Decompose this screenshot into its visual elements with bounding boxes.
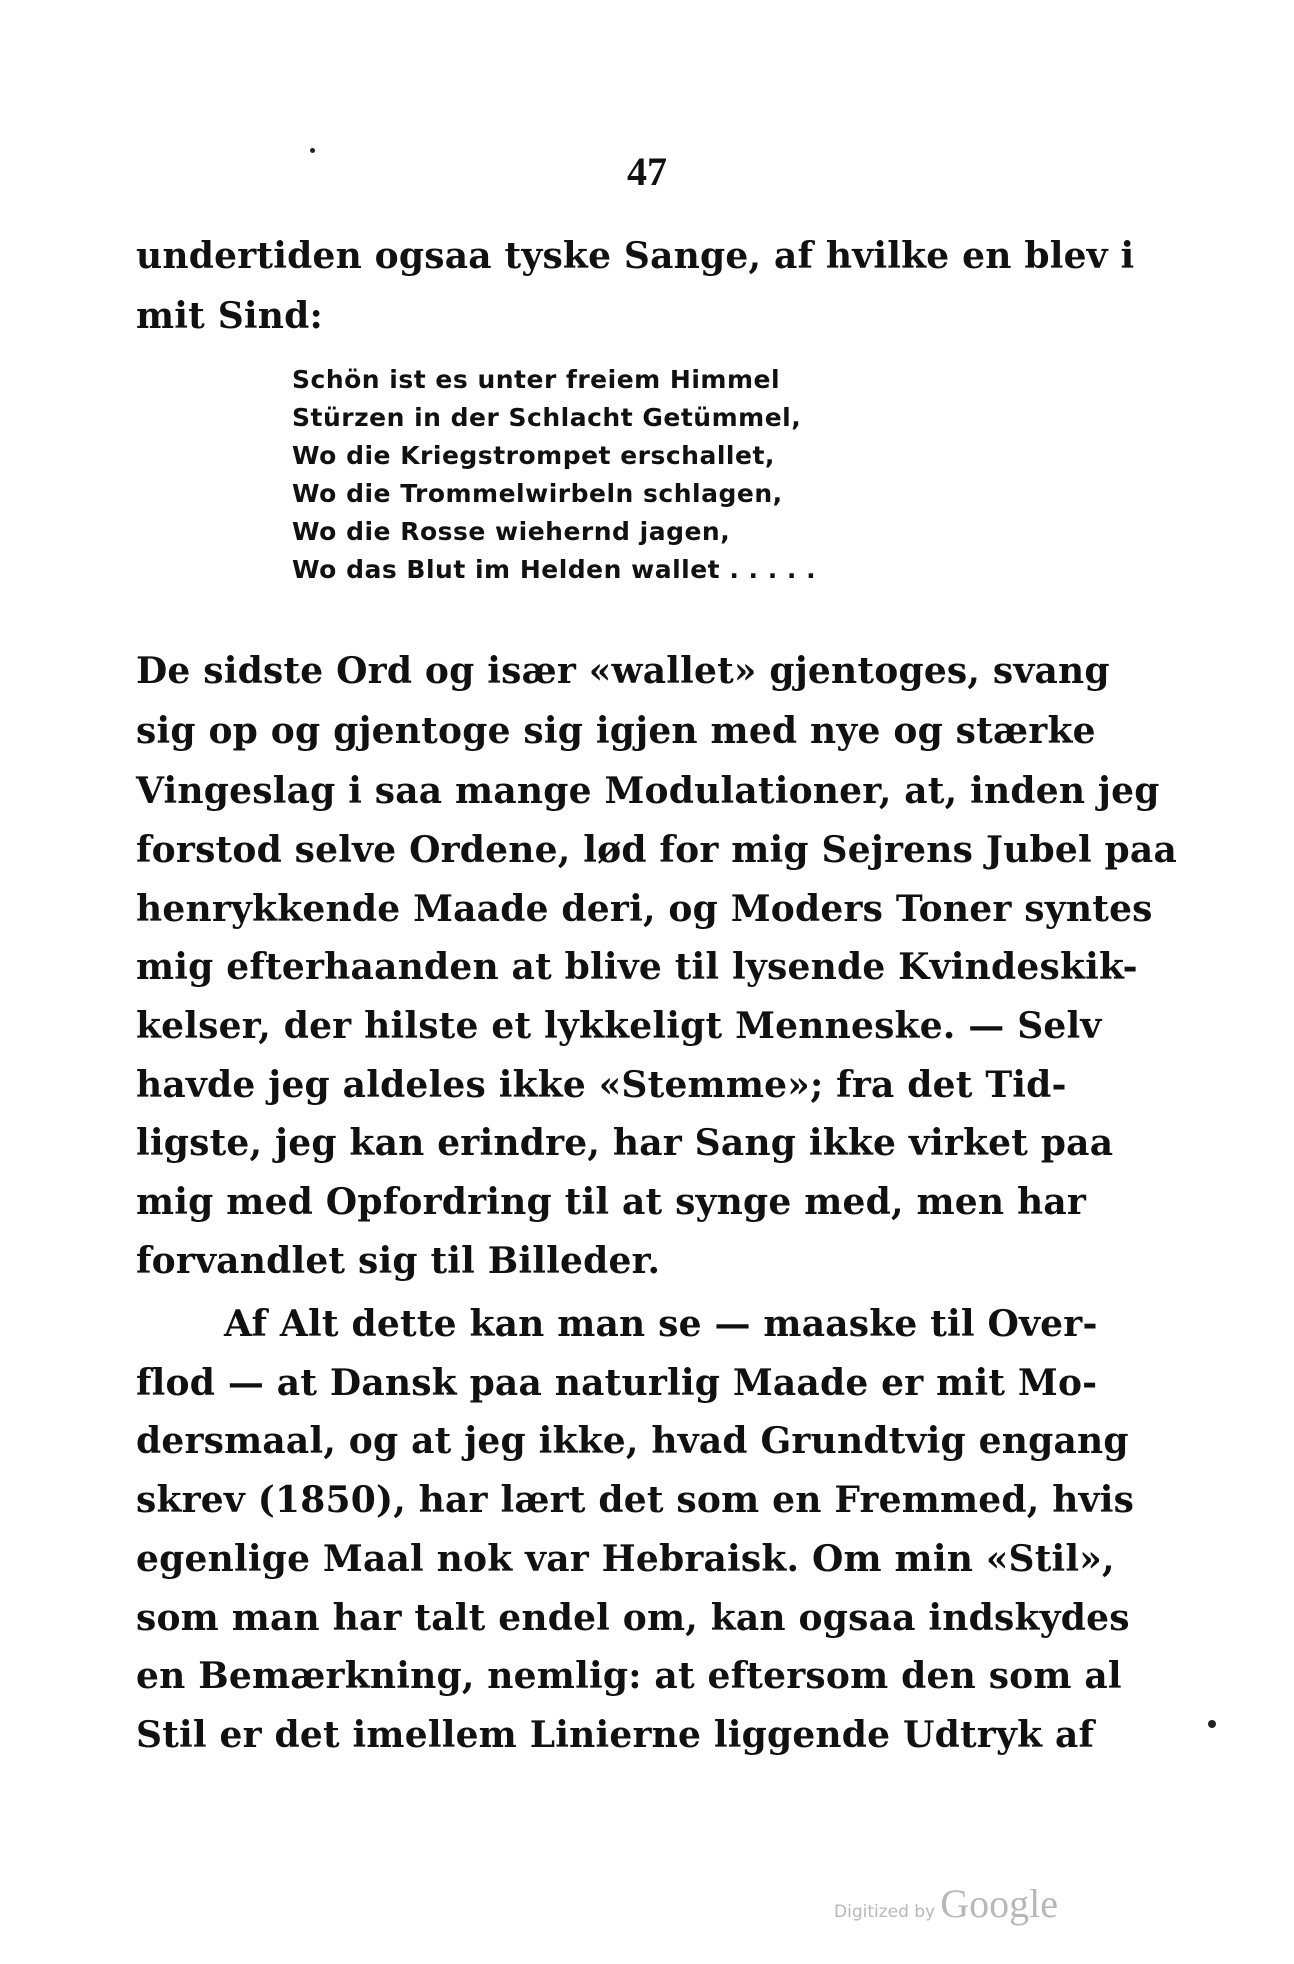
paragraph-line: som man har talt endel om, kan ogsaa indskydes — [136, 1597, 1130, 1639]
verse-line: Wo das Blut im Helden wallet . . . . . — [292, 555, 817, 584]
verse-line: Wo die Kriegstrompet erschallet, — [292, 441, 775, 470]
verse-line: Wo die Rosse wiehernd jagen, — [292, 517, 731, 546]
digitized-watermark — [834, 1880, 1058, 1927]
paragraph-line: skrev (1850), har lært det som en Fremmed, hvis — [136, 1479, 1135, 1521]
paragraph-line: en Bemærkning, nemlig: at eftersom den som al — [136, 1655, 1122, 1697]
intro-line: undertiden ogsaa tyske Sange, af hvilke en blev i — [136, 235, 1135, 277]
page-number: 47 — [627, 149, 667, 194]
paragraph-line: mig efterhaanden at blive til lysende Kvindeskik- — [136, 946, 1138, 988]
paragraph-line: flod — at Dansk paa naturlig Maade er mit Mo- — [136, 1362, 1098, 1404]
paragraph-line: ligste, jeg kan erindre, har Sang ikke virket paa — [136, 1122, 1114, 1164]
paragraph-line: forvandlet sig til Billeder. — [136, 1240, 661, 1282]
paragraph-line: Af Alt dette kan man se — maaske til Over- — [224, 1303, 1098, 1345]
verse-line: Stürzen in der Schlacht Getümmel, — [292, 403, 802, 432]
paragraph-line: De sidste Ord og især «wallet» gjentoges, svang — [136, 650, 1110, 692]
paragraph-line: Stil er det imellem Linierne liggende Udtryk af — [136, 1714, 1095, 1756]
speck-bottom-right — [1208, 1720, 1216, 1728]
google-logo: Google — [940, 1881, 1059, 1926]
paragraph-line: mig med Opfordring til at synge med, men har — [136, 1181, 1087, 1223]
paragraph-line: forstod selve Ordene, lød for mig Sejrens Jubel paa — [136, 829, 1177, 871]
paragraph-line: sig op og gjentoge sig igjen med nye og stærke — [136, 710, 1096, 752]
paragraph-line: dersmaal, og at jeg ikke, hvad Grundtvig engang — [136, 1420, 1129, 1462]
paragraph-line: henrykkende Maade deri, og Moders Toner syntes — [136, 888, 1153, 930]
paragraph-line: kelser, der hilste et lykkeligt Menneske. — Selv — [136, 1005, 1102, 1047]
paragraph-line: Vingeslag i saa mange Modulationer, at, inden jeg — [136, 770, 1160, 812]
verse-line: Schön ist es unter freiem Himmel — [292, 365, 781, 394]
watermark-prefix: Digitized by — [834, 1902, 936, 1922]
verse-line: Wo die Trommelwirbeln schlagen, — [292, 479, 783, 508]
paragraph-line: egenlige Maal nok var Hebraisk. Om min «Stil», — [136, 1538, 1115, 1580]
intro-line: mit Sind: — [136, 295, 324, 337]
paragraph-line: havde jeg aldeles ikke «Stemme»; fra det Tid- — [136, 1064, 1067, 1106]
